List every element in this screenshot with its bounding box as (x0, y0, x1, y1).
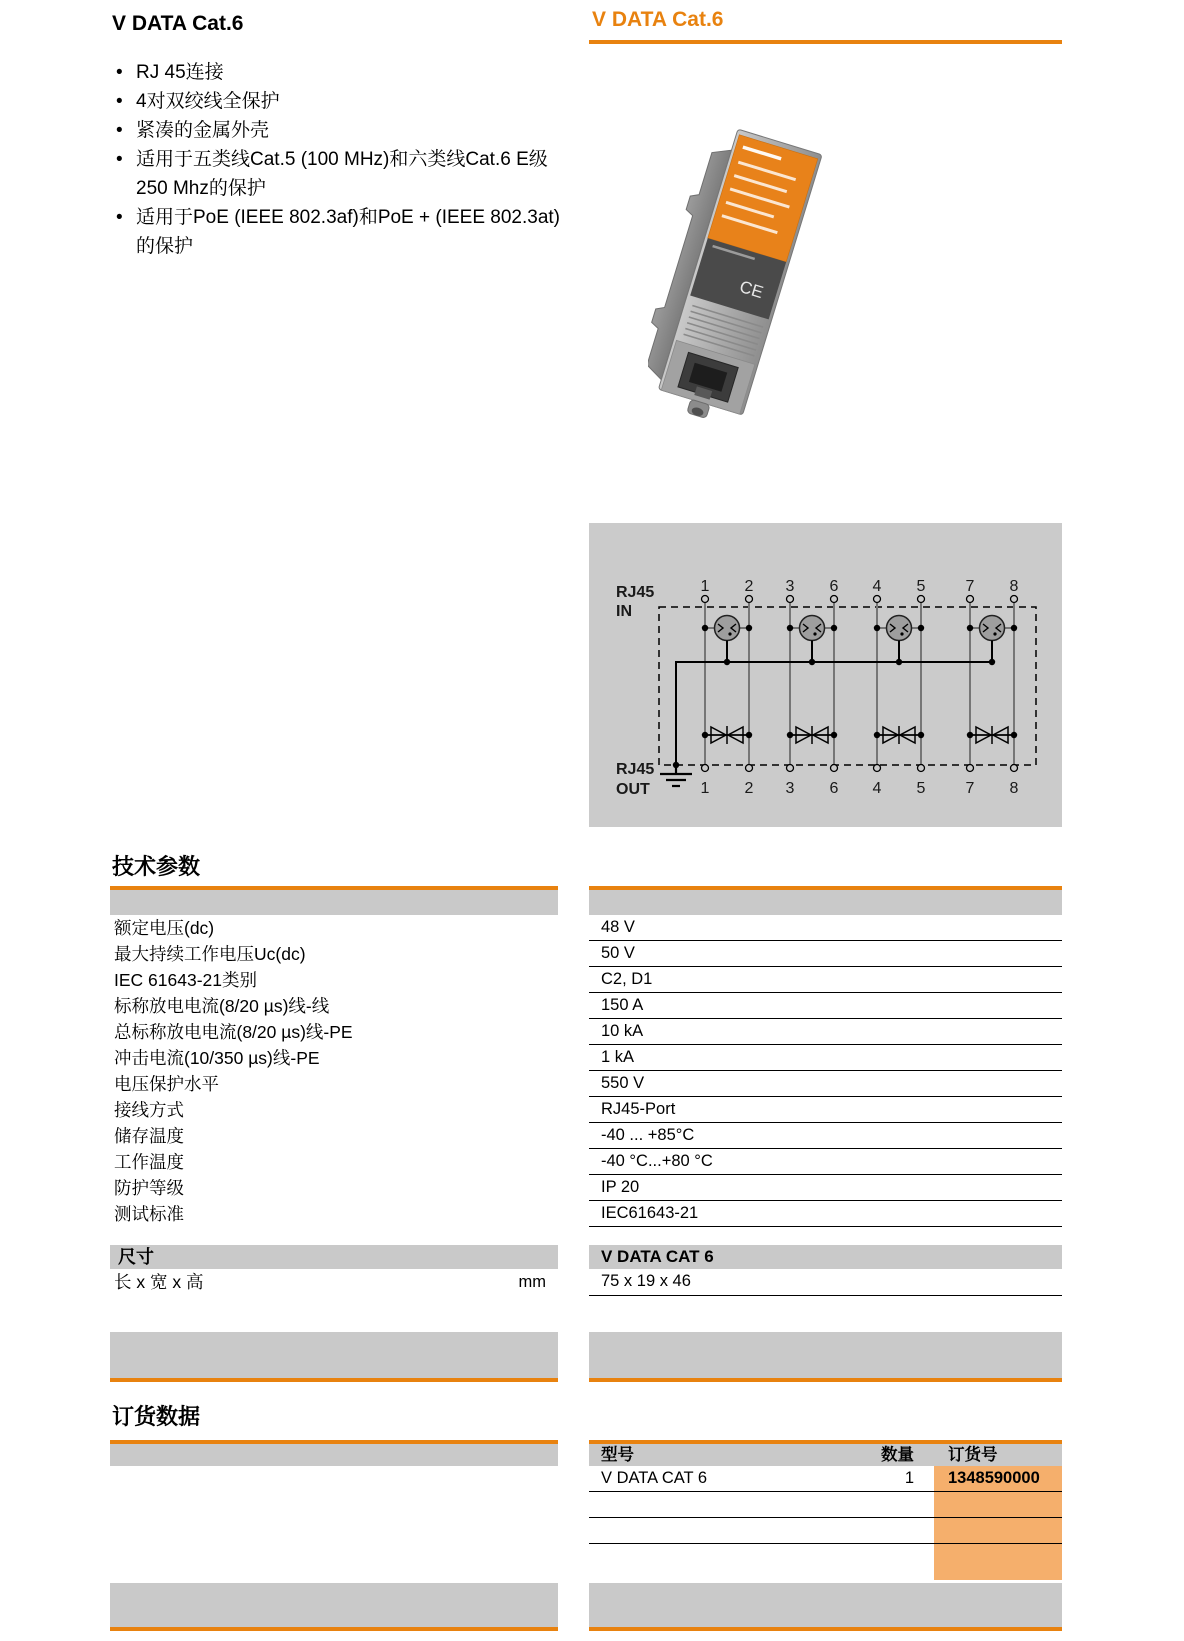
tech-header-bar-right (589, 890, 1062, 915)
tech-label: 防护等级 (114, 1178, 184, 1198)
svg-text:2: 2 (744, 780, 754, 797)
table-row-empty (589, 1492, 1062, 1518)
ordering-table (589, 1440, 1062, 1580)
order-number-cell-empty (934, 1544, 1062, 1580)
tech-label: 额定电压(dc) (114, 918, 215, 938)
ordering-section-title: 订货数据 (112, 1404, 201, 1429)
tech-header-bar-left (110, 890, 558, 915)
tech-parameter-values (589, 915, 1062, 1227)
tech-label: 接线方式 (114, 1100, 184, 1120)
dimensions-variant-bar: V DATA CAT 6 (589, 1245, 1062, 1269)
order-number-cell-empty (934, 1518, 1062, 1543)
order-qty: 1 (904, 1469, 914, 1487)
section-bar-right (589, 1332, 1062, 1382)
svg-text:6: 6 (829, 578, 839, 595)
tech-value: -40 °C...+80 °C (589, 1149, 1062, 1175)
tech-value: IP 20 (589, 1175, 1062, 1201)
tech-value: C2, D1 (589, 967, 1062, 993)
tech-section-title: 技术参数 (112, 854, 201, 879)
dimensions-value: 75 x 19 x 46 (589, 1269, 1062, 1296)
svg-text:1: 1 (700, 578, 710, 595)
tech-value: 150 A (589, 993, 1062, 1019)
rj45-out-label: OUT (616, 781, 650, 798)
surge-protector-module (648, 126, 822, 428)
product-photo (648, 126, 916, 450)
svg-text:6: 6 (829, 780, 839, 797)
tech-label: 电压保护水平 (114, 1074, 219, 1094)
ordering-bar-left (110, 1444, 558, 1466)
tech-parameter-labels (110, 915, 558, 1227)
svg-text:7: 7 (965, 780, 975, 797)
dimensions-label: 长 x 宽 x 高 (114, 1272, 204, 1292)
tech-label: IEC 61643-21类别 (114, 970, 257, 990)
circuit-diagram (589, 523, 1062, 827)
tech-value: 550 V (589, 1071, 1062, 1097)
diagram-background (589, 523, 1062, 827)
table-row (589, 1466, 1062, 1492)
column-header-qty: 数量 (881, 1446, 914, 1464)
dimensions-header-bar: 尺寸 (110, 1245, 558, 1269)
tech-value: 10 kA (589, 1019, 1062, 1045)
order-number-cell-empty (934, 1492, 1062, 1517)
tech-value: RJ45-Port (589, 1097, 1062, 1123)
list-item: • 4对双绞线全保护 (112, 87, 568, 116)
table-row-empty (589, 1544, 1062, 1580)
tech-label: 最大持续工作电压Uc(dc) (114, 944, 306, 964)
ce-mark: CE (737, 277, 766, 303)
svg-text:8: 8 (1009, 578, 1019, 595)
page-title: V DATA Cat.6 (112, 12, 244, 35)
column-header-model: 型号 (601, 1446, 634, 1464)
section-bar-left (110, 1332, 558, 1382)
rj45-out-label: RJ45 (616, 761, 655, 778)
dimensions-unit: mm (518, 1273, 546, 1291)
tech-value: -40 ... +85°C (589, 1123, 1062, 1149)
svg-text:2: 2 (744, 578, 754, 595)
svg-text:7: 7 (965, 578, 975, 595)
column-header-order: 订货号 (948, 1446, 998, 1464)
footer-bar-right (589, 1583, 1062, 1631)
order-number: 1348590000 (934, 1466, 1062, 1491)
list-item: • 紧凑的金属外壳 (112, 116, 568, 145)
svg-text:3: 3 (785, 578, 795, 595)
svg-text:4: 4 (872, 578, 882, 595)
feature-list (112, 58, 568, 261)
list-item: • 适用于PoE (IEEE 802.3af)和PoE + (IEEE 802.3at)的保护 (112, 203, 568, 261)
svg-text:5: 5 (916, 578, 926, 595)
product-title: V DATA Cat.6 (592, 8, 724, 31)
svg-text:4: 4 (872, 780, 882, 797)
tech-value: 48 V (589, 915, 1062, 941)
tech-value: 1 kA (589, 1045, 1062, 1071)
svg-text:1: 1 (700, 780, 710, 797)
svg-text:8: 8 (1009, 780, 1019, 797)
table-row-empty (589, 1518, 1062, 1544)
tech-label: 标称放电电流(8/20 µs)线-线 (114, 996, 330, 1016)
rj45-in-label: RJ45 (616, 584, 655, 601)
tech-label: 冲击电流(10/350 µs)线-PE (114, 1048, 320, 1068)
footer-bar-left (110, 1583, 558, 1631)
svg-text:3: 3 (785, 780, 795, 797)
ordering-table-header (589, 1444, 1062, 1466)
tech-label: 测试标准 (114, 1204, 184, 1224)
dimensions-row-left (110, 1269, 558, 1296)
tech-value: IEC61643-21 (589, 1201, 1062, 1227)
order-model: V DATA CAT 6 (601, 1469, 708, 1487)
rj45-in-label: IN (616, 603, 632, 620)
tech-value: 50 V (589, 941, 1062, 967)
tech-label: 工作温度 (114, 1152, 184, 1172)
list-item: • RJ 45连接 (112, 58, 568, 87)
tech-label: 储存温度 (114, 1126, 184, 1146)
title-rule (589, 40, 1062, 44)
list-item: • 适用于五类线Cat.5 (100 MHz)和六类线Cat.6 E级250 Mhz的保护 (112, 145, 568, 203)
svg-text:5: 5 (916, 780, 926, 797)
tech-label: 总标称放电电流(8/20 µs)线-PE (114, 1022, 353, 1042)
